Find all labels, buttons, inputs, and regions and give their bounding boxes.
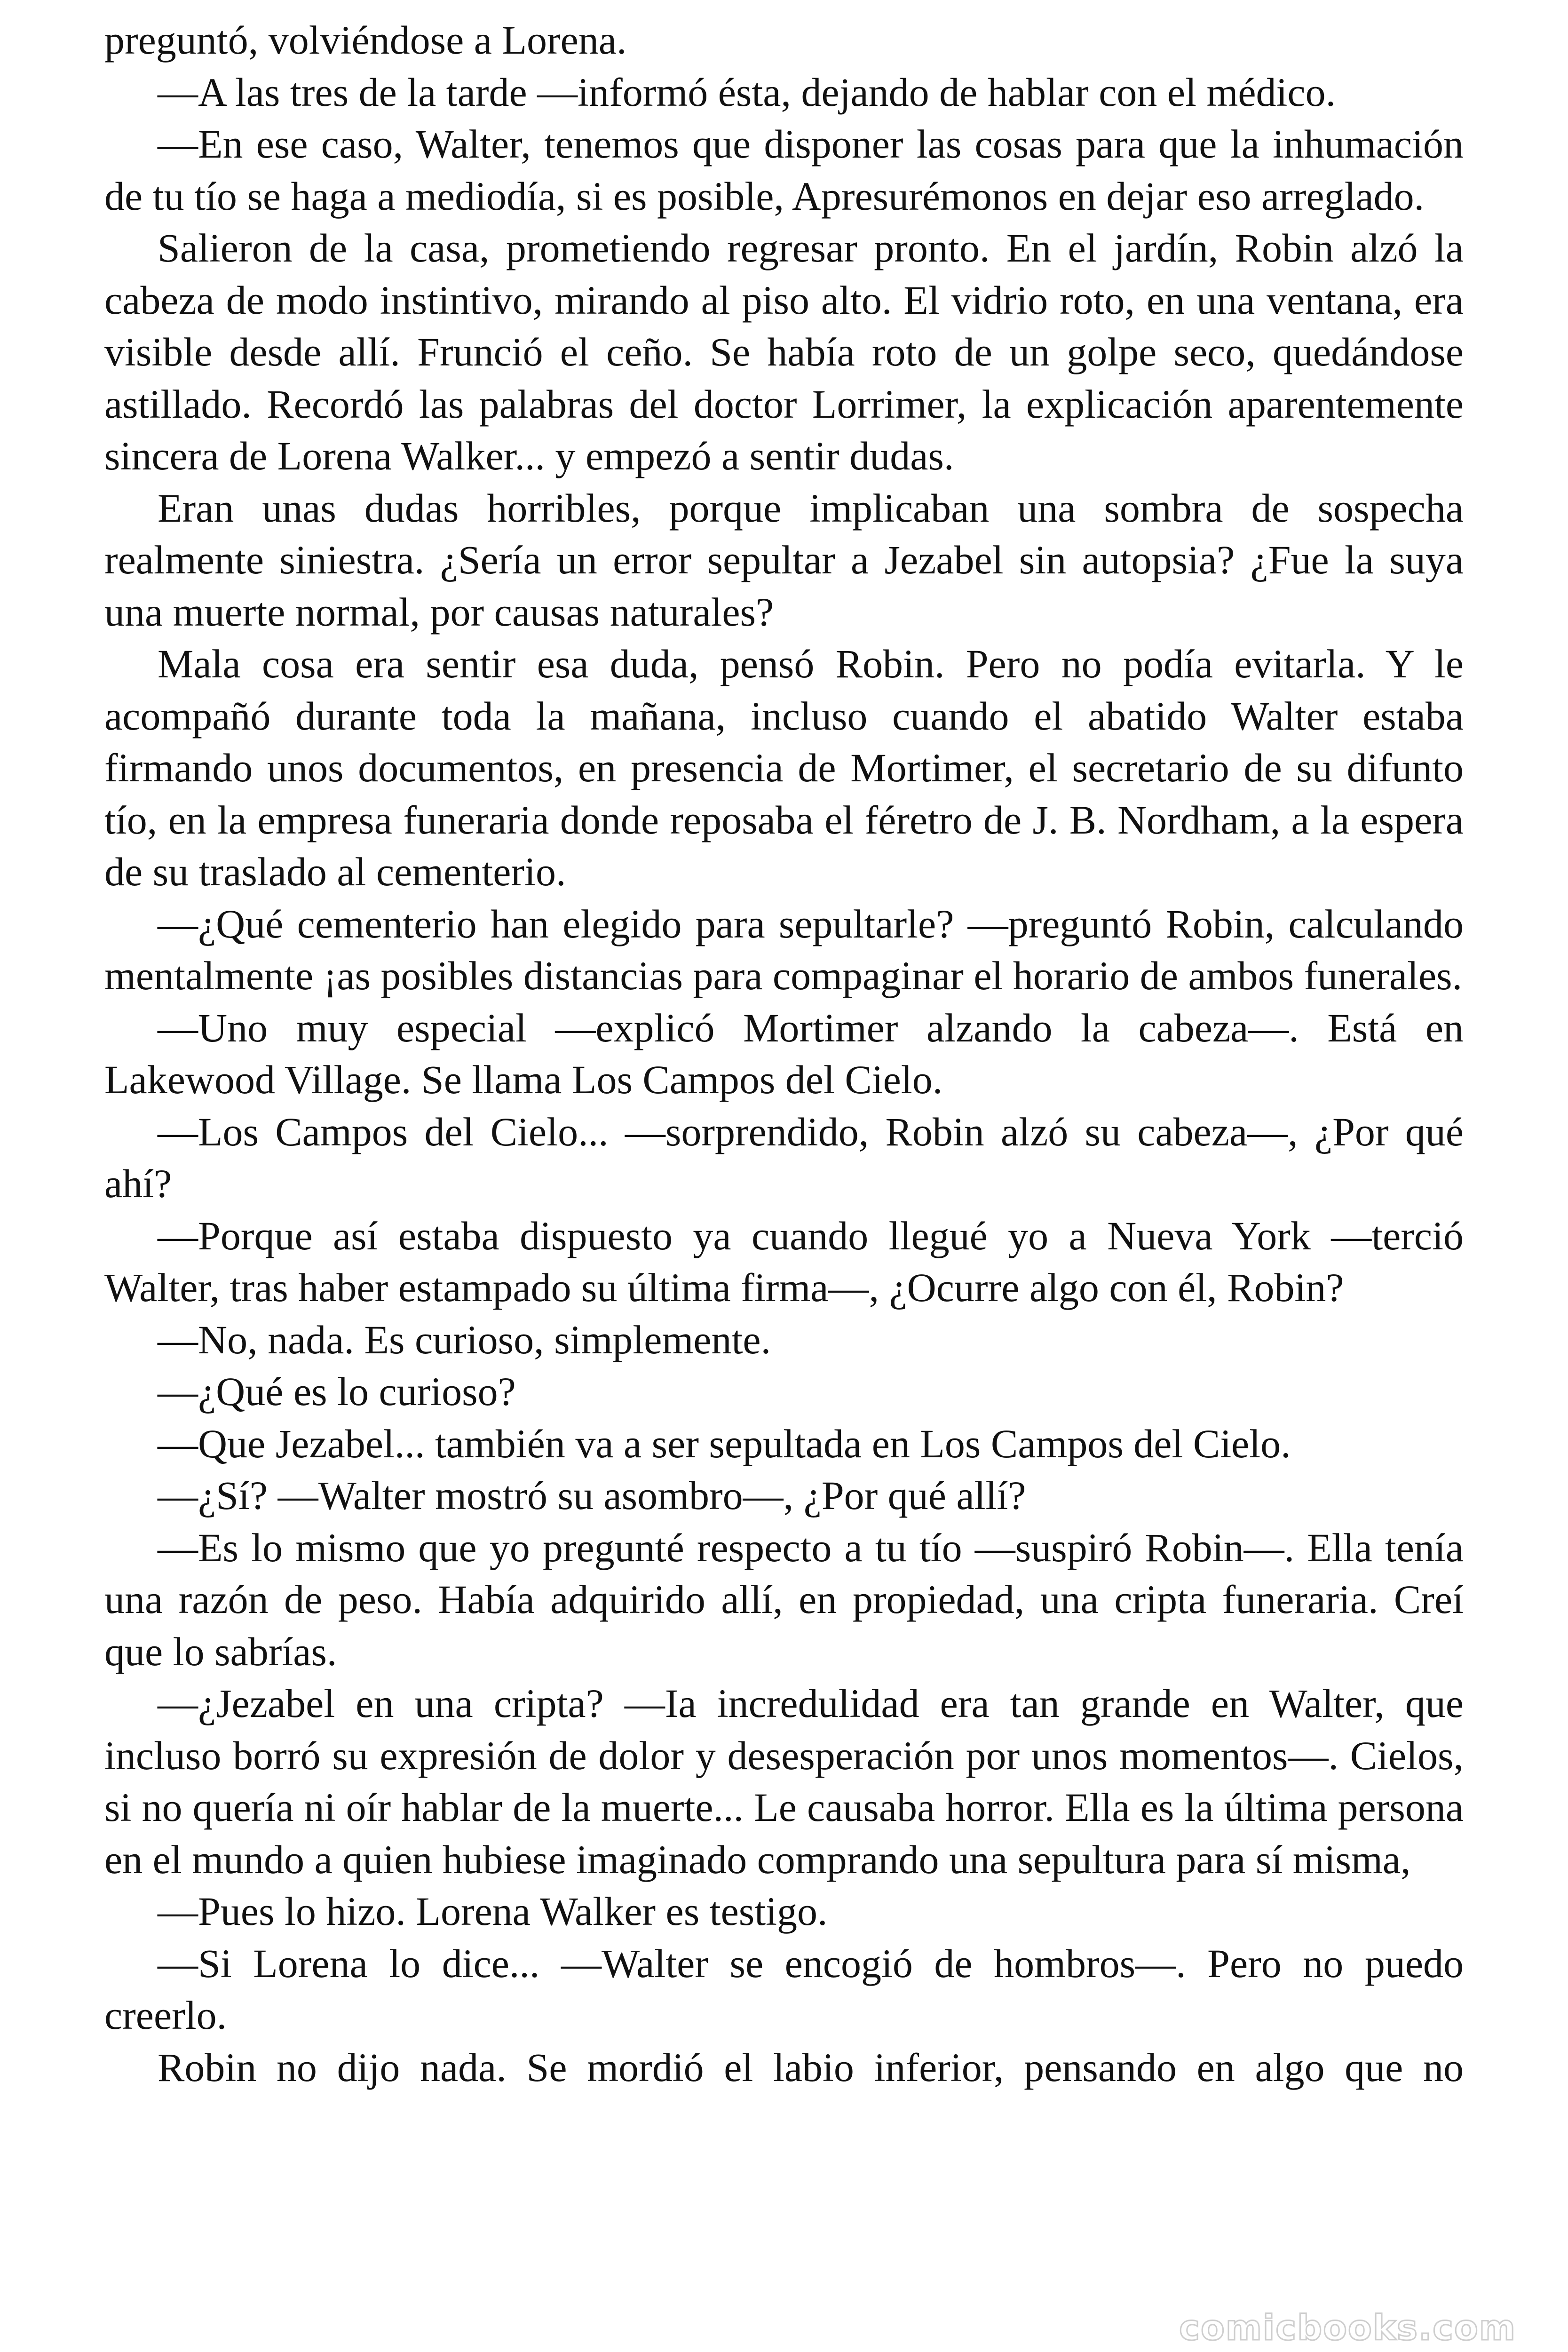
paragraph: —Los Campos del Cielo... —sorprendido, Robin alzó su cabeza—, ¿Por qué ahí?: [104, 1109, 1464, 1206]
paragraph: —Es lo mismo que yo pregunté respecto a tu tío —suspiró Robin—. Ella tenía una razón de peso. Había adquirido allí, en propiedad, una cripta funeraria. Creí que lo sabrías.: [104, 1525, 1464, 1674]
paragraph: preguntó, volviéndose a Lorena.: [104, 17, 627, 63]
paragraph: —En ese caso, Walter, tenemos que disponer las cosas para que la inhumación de tu tío se haga a mediodía, si es posible, Apresurémonos en dejar eso arreglado.: [104, 121, 1464, 219]
page-text: [104, 14, 1464, 2093]
paragraph: Mala cosa era sentir esa duda, pensó Robin. Pero no podía evitarla. Y le acompañó durante toda la mañana, incluso cuando el abatido Walter estaba firmando unos documentos, en presencia de Mortimer, el secretario de su difunto tío, en la empresa funeraria donde reposaba el féretro de J. B. Nordham, a la espera de su traslado al cementerio.: [104, 641, 1464, 894]
paragraph: —Si Lorena lo dice... —Walter se encogió de hombros—. Pero no puedo creerlo.: [104, 1940, 1464, 2038]
paragraph: —¿Qué es lo curioso?: [158, 1369, 516, 1414]
paragraph: —¿Qué cementerio han elegido para sepultarle? —preguntó Robin, calculando mentalmente ¡as posibles distancias para compaginar el horario de ambos funerales.: [104, 901, 1464, 998]
paragraph: Eran unas dudas horribles, porque implicaban una sombra de sospecha realmente siniestra. ¿Sería un error sepultar a Jezabel sin autopsia? ¿Fue la suya una muerte normal, por causas naturales?: [104, 485, 1464, 635]
paragraph: —Pues lo hizo. Lorena Walker es testigo.: [158, 1889, 828, 1934]
paragraph: —¿Sí? —Walter mostró su asombro—, ¿Por qué allí?: [158, 1473, 1026, 1518]
watermark: comicbooks.com: [1179, 2308, 1516, 2348]
paragraph: —A las tres de la tarde —informó ésta, dejando de hablar con el médico.: [158, 69, 1336, 115]
paragraph: Robin no dijo nada. Se mordió el labio inferior, pensando en algo que no: [158, 2044, 1464, 2090]
paragraph: —Que Jezabel... también va a ser sepultada en Los Campos del Cielo.: [158, 1421, 1291, 1466]
paragraph: Salieron de la casa, prometiendo regresar pronto. En el jardín, Robin alzó la cabeza de modo instintivo, mirando al piso alto. El vidrio roto, en una ventana, era visible desde allí. Frunció el ceño. Se había roto de un golpe seco, quedándose astillado. Recordó las palabras del doctor Lorrimer, la explicación aparentemente sincera de Lorena Walker... y empezó a sentir dudas.: [104, 225, 1464, 478]
paragraph: —No, nada. Es curioso, simplemente.: [158, 1317, 771, 1362]
paragraph: —¿Jezabel en una cripta? —Ia incredulidad era tan grande en Walter, que incluso borró su expresión de dolor y desesperación por unos momentos—. Cielos, si no quería ni oír hablar de la muerte... Le causaba horror. Ella es la última persona en el mundo a quien hubiese imaginado comprando una sepultura para sí misma,: [104, 1681, 1464, 1882]
paragraph: —Uno muy especial —explicó Mortimer alzando la cabeza—. Está en Lakewood Village. Se llama Los Campos del Cielo.: [104, 1005, 1464, 1102]
paragraph: —Porque así estaba dispuesto ya cuando llegué yo a Nueva York —terció Walter, tras haber estampado su última firma—, ¿Ocurre algo con él, Robin?: [104, 1213, 1464, 1310]
